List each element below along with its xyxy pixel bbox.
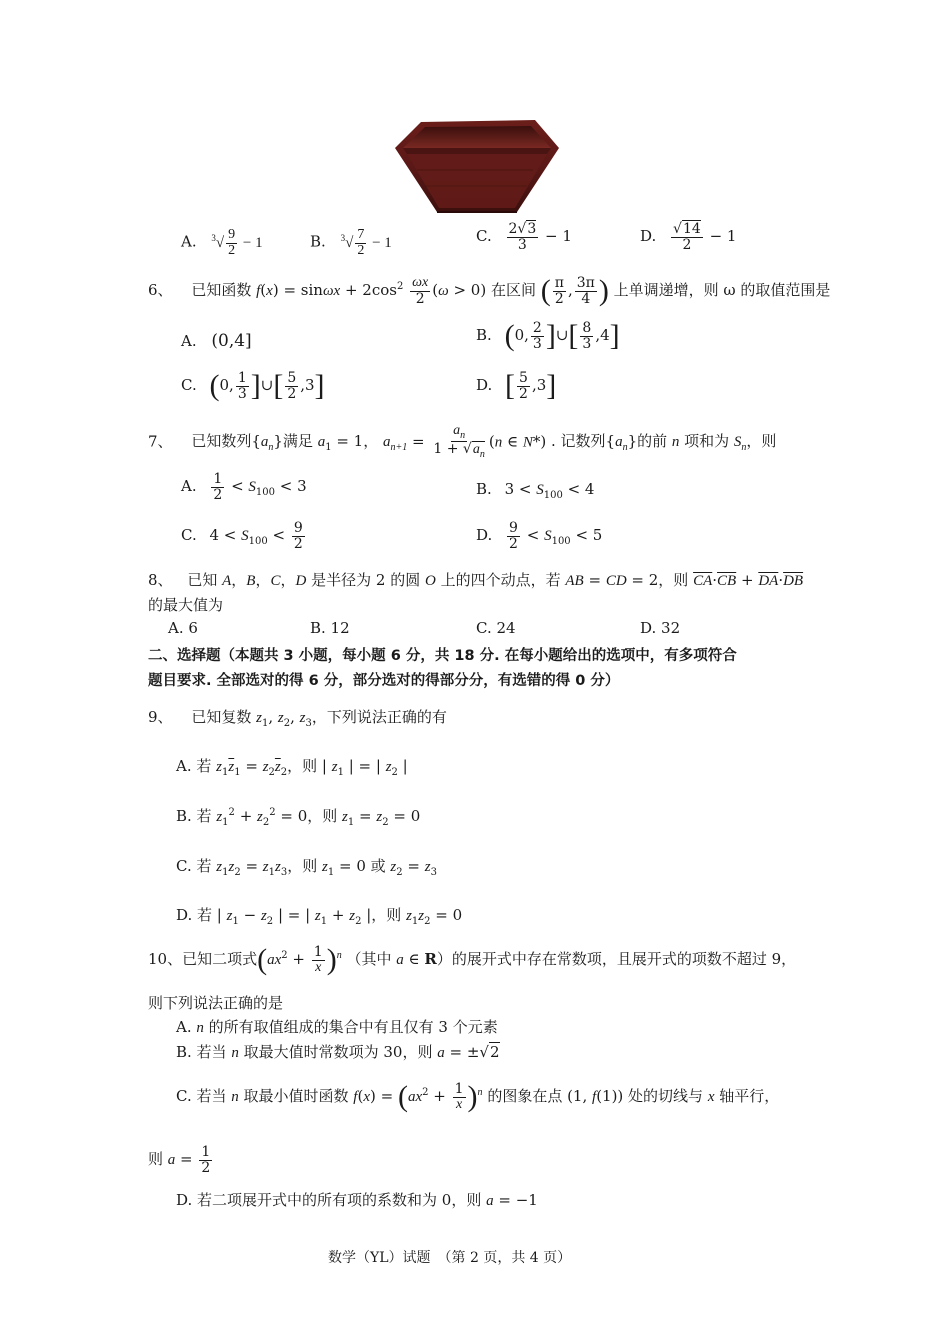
q9-option-b: B. 若 $z_1^2 + z_2^2 = 0$，则 $z_1 = z_2 = 0$ [176, 807, 421, 828]
q5-option-a: A. $^3$√ $\frac{9}{2}$ − 1 [181, 227, 263, 258]
q5-option-b: B. $^3$√ $\frac{7}{2}$ − 1 [310, 227, 392, 258]
question-number: 6、 [148, 281, 173, 300]
question-number: 8、 [148, 571, 173, 589]
option-letter: B. [476, 480, 492, 498]
q5-option-d: D. $\frac{√14}{2}$ − 1 [640, 221, 737, 253]
q10-stem-line2: 则下列说法正确的是 [148, 994, 284, 1012]
q9-option-c: C. 若 $z_1z_2 = z_1z_3$，则 $z_1 = 0$ 或 $z_2 = z_3$ [176, 857, 437, 878]
q9-option-a: A. 若 $z_1\overline{z}_1 = z_2\overline{z}_2$，则 | $z_1$ | = | $z_2$ | [176, 757, 408, 778]
section2-heading-line2: 题目要求. 全部选对的得 6 分，部分选对的得部分分，有选错的得 0 分） [148, 673, 620, 689]
q7-stem: 7、 已知数列$\{a_n\}$满足 $a_1 = 1$， $a_{n+1}$ = $\frac{a_n}{1 + √a_n}$ (n ∈ N*) . 记数列$\{a_n\}$的前 n 项和为 $S_n$，则 [148, 423, 777, 461]
q6-stem-post: 上单调递增，则 ω 的取值范围是 [613, 281, 831, 300]
q6-option-c: C. (0, $\frac{1}{3}$ ]∪[ $\frac{5}{2}$ ,3] [181, 369, 325, 403]
q10-option-c: C. 若当 n 取最小值时函数 $f(x) = (ax^2$ + $\frac{1}{x}$ )$^n$ 的图象在点 (1, f(1)) 处的切线与 x 轴平行， [176, 1080, 780, 1114]
q8-option-a: A. 6 [168, 619, 198, 637]
option-letter: C. [181, 376, 197, 395]
q7-option-a: A. $\frac{1}{2}$ < $S_{100} < 3$ [181, 471, 307, 503]
q9-stem: 9、 已知复数 $z_1$, $z_2$, $z_3$，下列说法正确的有 [148, 708, 447, 729]
q10-stem: 10、已知二项式($ax^2$ + $\frac{1}{x}$ )$^n$ （其中 a ∈ R）的展开式中存在常数项，且展开式的项数不超过 9， [148, 943, 797, 977]
q10-stem-pre: 已知二项式 [182, 950, 258, 969]
q8-stem: 8、 已知 A，B，C，D 是半径为 2 的圆 O 上的四个动点，若 AB = CD = 2，则 $\overline{CA}\cdot\overline{CB} + \overline{DA}\cdot\overline{DB}$ [148, 571, 804, 589]
q10-option-c-tail: 则 a = $\frac{1}{2}$ [148, 1144, 211, 1176]
question-number: 9、 [148, 708, 173, 726]
q8-option-c: C. 24 [476, 619, 516, 637]
option-letter: A. [181, 332, 197, 350]
q6-option-b: B. (0, $\frac{2}{3}$ ]∪[ $\frac{8}{3}$ ,4] [476, 319, 620, 353]
q8-stem-line2: 的最大值为 [148, 596, 224, 614]
q10-option-d: D. 若二项展开式中的所有项的系数和为 0，则 a = −1 [176, 1191, 538, 1209]
q9-option-d: D. 若 | $z_1 - z_2$ | = | $z_1 + z_2$ |，则 $z_1z_2 = 0$ [176, 906, 463, 927]
wooden-bowl-image [393, 118, 561, 216]
option-letter: B. [476, 326, 492, 345]
q10-option-b: B. 若当 n 取最大值时常数项为 30，则 a = ±√2 [176, 1043, 500, 1061]
question-number: 10、 [148, 950, 183, 969]
option-letter: C. [476, 227, 492, 246]
q6-option-a: A. (0,4] [181, 331, 252, 351]
option-letter: C. [181, 526, 197, 545]
q6-option-d: D. [ $\frac{5}{2}$ ,3] [476, 369, 557, 403]
q6-stem-mid: 在区间 [490, 281, 536, 300]
q8-option-b: B. 12 [310, 619, 350, 637]
option-letter: A. [181, 232, 197, 251]
q7-option-d: D. $\frac{9}{2}$ < $S_{100} < 5$ [476, 520, 603, 552]
q6-stem-pre: 已知函数 [191, 281, 252, 300]
question-number: 7、 [148, 432, 173, 451]
option-letter: D. [476, 376, 493, 395]
q7-option-b: B. $3 < S_{100} < 4$ [476, 480, 595, 501]
q8-option-d: D. 32 [640, 619, 681, 637]
q6-stem: 6、 已知函数 $f(x) = \sin\omega x + 2\cos^2$ $\frac{\omega x}{2}$ (ω > 0) 在区间 ( $\frac{\pi}{2}$ , $\frac{3\pi}{4}$ ) 上单调递增，则 ω 的取值范围是 [148, 274, 831, 308]
option-letter: D. [476, 526, 493, 545]
option-letter: A. [181, 477, 197, 496]
q5-option-c: C. $\frac{2√3}{3}$ − 1 [476, 221, 572, 253]
q10-option-a: A. n 的所有取值组成的集合中有且仅有 3 个元素 [176, 1018, 498, 1036]
option-letter: D. [640, 227, 657, 246]
option-letter: B. [310, 232, 326, 251]
section2-heading-line1: 二、选择题（本题共 3 小题，每小题 6 分，共 18 分. 在每小题给出的选项中，有多项符合 [148, 648, 737, 664]
page-footer: 数学（YL）试题 （第 2 页，共 4 页） [328, 1250, 572, 1266]
q7-option-c: C. $4 < S_{100}$ < $\frac{9}{2}$ [181, 520, 303, 552]
